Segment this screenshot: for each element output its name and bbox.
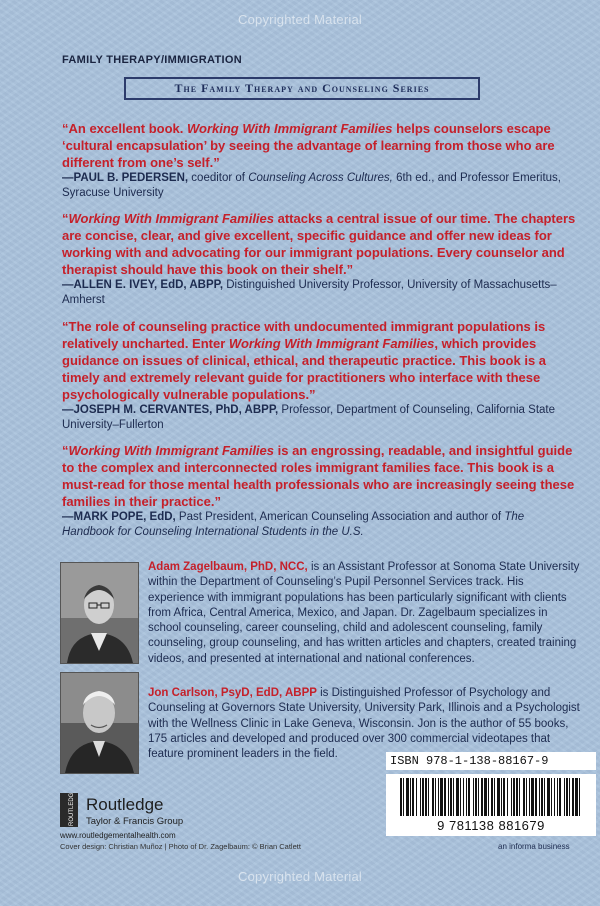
barcode-bar — [463, 778, 464, 816]
barcode-bar — [579, 778, 580, 816]
quote-attribution: —MARK POPE, EdD, Past President, American Counseling Association and author of The Handbook for Counseling International Students in the U.S. — [62, 511, 525, 538]
author-photo-carlson — [60, 672, 139, 774]
barcode-bar — [432, 778, 434, 816]
barcode-bar — [526, 778, 527, 816]
author-bio: Adam Zagelbaum, PhD, NCC, is an Assistant Professor at Sonoma State University within the Department of Counseling’s Pupil Personnel Services track. His experience with immigrant populations has been particularly significant with clients from Africa, Central America, Mexico, and Japan. Dr. Zagelbaum specializes in school counseling, career counseling, child and adolescent counseling, family counseling, group counseling, and has written articles and chapters, created training videos, and presented at international and national conferences. — [148, 561, 580, 665]
barcode-bar — [494, 778, 495, 816]
publisher-logo — [60, 793, 240, 839]
quote-text: “An excellent book. Working With Immigrant Families helps counselors escape ‘cultural encapsulation’ by seeing the advantage of learning from those who are different from one’s self.” — [62, 121, 555, 170]
series-title: The Family Therapy and Counseling Series — [124, 77, 480, 100]
watermark-top: Copyrighted Material — [238, 12, 362, 27]
category-label: FAMILY THERAPY/IMMIGRATION — [62, 54, 242, 66]
barcode-bar — [507, 778, 508, 816]
barcode-bar — [511, 778, 512, 816]
endorsement-quote — [62, 210, 577, 308]
barcode-bar — [473, 778, 474, 816]
barcode-bar — [503, 778, 505, 816]
barcode-bar — [557, 778, 558, 816]
quote-attribution: —PAUL B. PEDERSEN, coeditor of Counseling Across Cultures, 6th ed., and Professor Emeritus, Syracuse University — [62, 172, 561, 199]
barcode-bar — [403, 778, 404, 816]
barcode-bar — [531, 778, 534, 816]
barcode-bar — [440, 778, 443, 816]
barcode-bar — [551, 778, 552, 816]
quote-text: “Working With Immigrant Families is an engrossing, readable, and insightful guide to the complex and interconnected roles immigrant families face. This book is a must-read for those mental health professionals who are increasingly seeing these families in their practice.” — [62, 443, 575, 509]
barcode-bar — [468, 778, 470, 816]
barcode-bar — [438, 778, 439, 816]
publisher-group: Taylor & Francis Group — [86, 816, 184, 827]
publisher-name: Routledge — [86, 795, 164, 814]
author-photo-zagelbaum — [60, 562, 139, 664]
barcode-bar — [488, 778, 489, 816]
endorsement-quote — [62, 442, 577, 540]
barcode-bar — [475, 778, 477, 816]
barcode-bar — [529, 778, 530, 816]
endorsement-quote — [62, 318, 577, 433]
barcode-bars-icon — [386, 774, 596, 818]
barcode-digits: 9 781138 881679 — [437, 818, 545, 833]
barcode-bar — [523, 778, 525, 816]
barcode-bar — [460, 778, 461, 816]
barcode-bar — [448, 778, 449, 816]
author-bio: Jon Carlson, PsyD, EdD, ABPP is Distinguished Professor of Psychology and Counseling at Governors State University, University Park, Illinois and a Psychologist with the Wellness Clinic in Lake Geneva, Wisconsin. Jon is the author of 55 books, 175 articles and developed and produced over 300 commercial videotapes that feature prominent leaders in the field. — [148, 687, 580, 761]
isbn-label: ISBN 978-1-138-88167-9 — [386, 752, 596, 770]
barcode-bar — [541, 778, 543, 816]
barcode-bar — [539, 778, 540, 816]
barcode-bar — [516, 778, 518, 816]
barcode-bar — [450, 778, 452, 816]
barcode-bar — [559, 778, 561, 816]
barcode-bar — [478, 778, 479, 816]
barcode-bar — [420, 778, 421, 816]
barcode-bar — [466, 778, 467, 816]
barcode-bar — [406, 778, 409, 816]
quote-attribution: —ALLEN E. IVEY, EdD, ABPP, Distinguished University Professor, University of Massachusetts–Amherst — [62, 279, 557, 306]
barcode-bar — [547, 778, 550, 816]
watermark-bottom: Copyrighted Material — [238, 869, 362, 884]
barcode-bar — [410, 778, 411, 816]
barcode-bar — [400, 778, 402, 816]
quote-attribution: —JOSEPH M. CERVANTES, PhD, ABPP, Professor, Department of Counseling, California State University–Fullerton — [62, 404, 555, 431]
publisher-url: www.routledgementalhealth.com — [60, 831, 176, 840]
barcode-bar — [497, 778, 500, 816]
barcode-bar — [575, 778, 578, 816]
barcode-bar — [484, 778, 487, 816]
barcode-bar — [566, 778, 568, 816]
barcode-bar — [491, 778, 493, 816]
barcode-bar — [456, 778, 459, 816]
logo-mark-text: ROUTLEDGE — [69, 793, 75, 826]
barcode-bar — [569, 778, 570, 816]
barcode-bar — [544, 778, 545, 816]
barcode-bar — [501, 778, 502, 816]
endorsement-quote — [62, 120, 577, 201]
quote-text: “The role of counseling practice with undocumented immigrant populations is relatively uncharted. Enter Working With Immigrant Families, which provides guidance on issues of clinical, ethical, and therapeutic practice. This book is a timely and extremely relevant guide for practitioners who interface with these psychologically vulnerable populations.” — [62, 319, 547, 402]
barcode-bar — [416, 778, 417, 816]
barcode-bar — [519, 778, 520, 816]
barcode-bar — [422, 778, 424, 816]
barcode-bar — [564, 778, 565, 816]
barcode-bar — [412, 778, 414, 816]
informa-tagline: an informa business — [498, 842, 570, 851]
barcode-bar — [453, 778, 454, 816]
barcode-bar — [535, 778, 537, 816]
cover-credits: Cover design: Christian Muñoz | Photo of Dr. Zagelbaum: © Brian Catlett — [60, 842, 301, 851]
barcode-bar — [554, 778, 555, 816]
barcode-bar — [444, 778, 446, 816]
barcode-bar — [481, 778, 483, 816]
barcode-bar — [425, 778, 427, 816]
quote-text: “Working With Immigrant Families attacks a central issue of our time. The chapters are concise, clear, and give excellent, specific guidance and offer new ideas for working with and advocating for our immigrant populations. Every counselor and therapist should have this book on their shelf.” — [62, 211, 576, 277]
routledge-mark-icon — [60, 793, 78, 827]
barcode-bar — [572, 778, 574, 816]
barcode-bar — [428, 778, 429, 816]
barcode-bar — [513, 778, 515, 816]
barcode-bar — [435, 778, 436, 816]
